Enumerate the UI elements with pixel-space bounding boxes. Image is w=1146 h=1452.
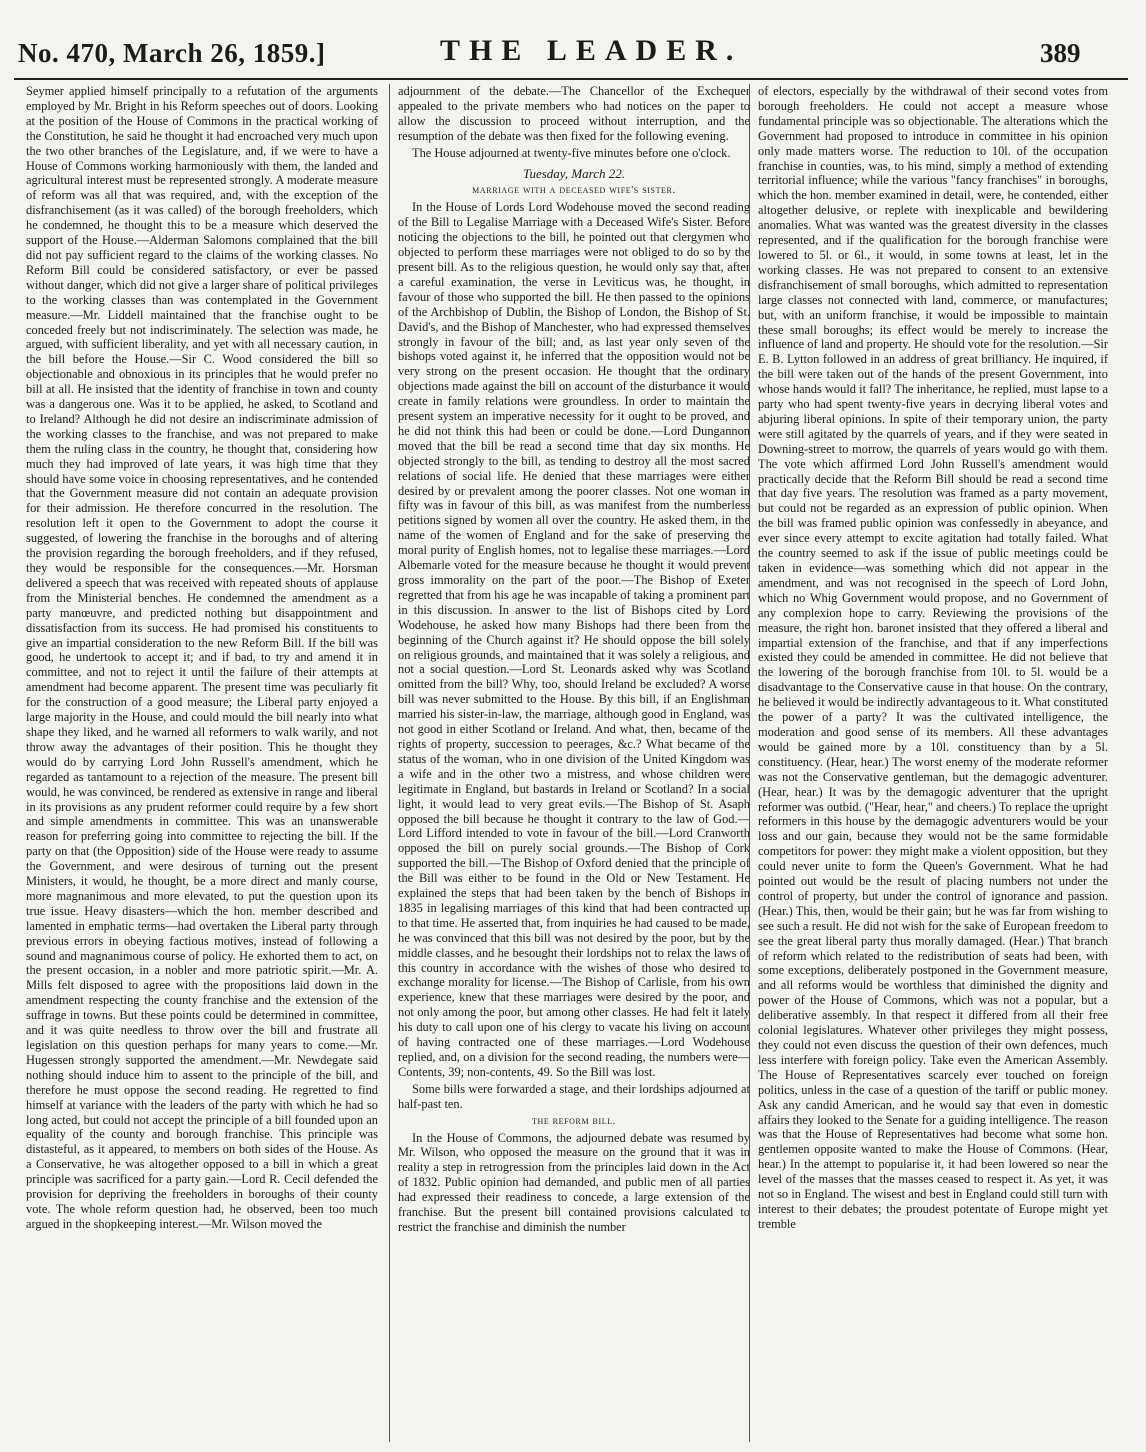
paragraph: In the House of Lords Lord Wodehouse moved the second reading of the Bill to Legalise Marriage with a Deceased Wife's Sister. Before noticing the objections to the bill, he pointed out that clergymen who objected to perform these marriages were not obliged to do so by the present bill. As to the religious question, he would only say that, after a careful examination, the verse in Leviticus was, he thought, in favour of those who supported the bill. He then passed to the opinions of the Archbishop of Dublin, the Bishop of London, the Bishop of St. David's, and the Bishop of Manchester, who had expressed themselves strongly in favour of the bill; and, as last year only seven of the bishops voted against it, he inferred that the opposition would not be very strong on the present occasion. He thought that the ordinary objections made against the bill on account of the disturbance it would create in family relations were groundless. In order to maintain the present system an imperative necessity for it ought to be proved, and he did not think this had been or could be done.—Lord Dungannon moved that the bill be read a second time that day six months. He objected strongly to the bill, as tending to destroy all the most sacred relations of social life. He denied that these marriages were either desired by or prevalent among the poorer classes. Not one woman in fifty was in favour of this bill, as was manifest from the numberless petitions signed by women all over the country. He asked them, in the name of the women of England and for the sake of preserving the moral purity of English homes, not to legalise these marriages.—Lord Albemarle voted for the measure because he thought it would prevent gross immorality on the part of the poor.—The Bishop of Exeter regretted that from his age he was incapable of taking a prominent part in this discussion. In answer to the list of Bishops cited by Lord Wodehouse, he asked how many Bishops had there been from the beginning of the Church against it? He should oppose the bill solely on religious grounds, and maintained that it was solely a religious, and not a social question.—Lord St. Leonards asked why was Scotland omitted from the bill? Why, too, should Ireland be excluded? A worse bill was never submitted to the House. By this bill, if an Englishman married his sister-in-law, the marriage, although good in England, was not good in either Scotland or Ireland. And what, then, became of the rights of property, succession to peerages, &c.? What became of the status of the woman, who in one division of the United Kingdom was a wife and in the other two a mistress, and whose children were legitimate in England, but bastards in Ireland or Scotland? In a social light, it would lead to very great evils.—The Bishop of St. Asaph opposed the bill because he thought it contrary to the law of God.—Lord Lifford intended to vote in favour of the bill.—Lord Cranworth opposed the bill on purely social grounds.—The Bishop of Cork supported the bill.—The Bishop of Oxford denied that the principle of the Bill was either to be found in the Old or New Testament. He explained the steps that had been taken by the bench of Bishops in 1835 in legalising marriages of this kind that had been contracted up to that time. He asserted that, from inquiries he had caused to be made, he was convinced that this bill was not desired by the poor, but by the middle classes, and he besought their lordships not to relax the laws of this country in accordance with the wishes of those who desired to exchange morality for license.—The Bishop of Carlisle, from his own experience, knew that these marriages were desired by the poor, and not only among the poor, but among other classes. He had felt it lately his duty to call upon one of his clergy to vacate his living on account of having contracted one of these marriages.—Lord Wodehouse replied, and, on a division for the second reading, the numbers were—Contents, 39; non-contents, 49. So the Bill was lost. xyxy=(398,200,750,1079)
paragraph: In the House of Commons, the adjourned debate was resumed by Mr. Wilson, who opposed the measure on the ground that it was in reality a step in retrogression from the principles laid down in the Act of 1832. Public opinion had demanded, and public men of all parties had expressed their readiness to concede, a large extension of the franchise. But the present bill contained provisions calculated to restrict the franchise and diminish the number xyxy=(398,1130,750,1234)
section-subhead: marriage with a deceased wife's sister. xyxy=(472,184,676,197)
paragraph: Some bills were forwarded a stage, and their lordships adjourned at half-past ten. xyxy=(398,1081,750,1111)
paragraph: adjournment of the debate.—The Chancellor of the Exchequer appealed to the private members who had notices on the paper to allow the discussion to proceed without interruption, and the resumption of the debate was then fixed for the following evening. xyxy=(398,84,750,143)
column-1 xyxy=(26,84,378,1442)
column-divider xyxy=(749,84,750,1442)
page-number: 389 xyxy=(1040,38,1081,68)
column-divider xyxy=(389,84,390,1442)
paragraph: of electors, especially by the withdrawal of their second votes from borough freeholders. He could not accept a measure whose fundamental principle was so objectionable. The alterations which the Government had proposed to introduce in committee in his opinion only made matters worse. The reduction to 10l. of the occupation franchise in counties, was, to his mind, simply a method of extending territorial influence; while the various "fancy franchises" in boroughs, which the hon. member examined in detail, were, he contended, either altogether delusive, or replete with inexplicable and bewildering anomalies. What was wanted was the greatest diversity in the classes represented, and if the qualification for the borough franchise were lowered to 5l. or 6l., it would, in some towns at least, let in the working classes. He was not prepared to consent to an extensive disfranchisement of small boroughs, which admitted to representation large classes not connected with land, commerce, or manufactures; but, with an uniform franchise, it would be impossible to maintain these small boroughs; its effect would be merely to increase the influence of land and property. He should vote for the resolution.—Sir E. B. Lytton followed in an address of great brilliancy. He inquired, if the bill were taken out of the hands of the present Government, into whose hands would it fall? The inheritance, he replied, must lapse to a party who had spent twenty-five years in decrying liberal votes and abjuring liberal opinions. In spite of their temporary union, the party were still agitated by the quarrels of years, and if they were seated in Downing-street to morrow, the quarrels of years would go with them. The vote which affirmed Lord John Russell's amendment would practically decide that the Reform Bill should be read a second time that day five years. The resolution was framed as a party movement, but could not be regarded as an expression of public opinion. When the bill was framed public opinion was confessedly in abeyance, and ever since every attempt to excite agitation had totally failed. What the country seemed to ask if the issue of public meetings could be taken in evidence—was something which did not appear in the amendment, and was not recognised in the speech of Lord John, which no Whig Government would propose, and no Government of any complexion hope to carry. Reviewing the provisions of the measure, the right hon. baronet insisted that they offered a liberal and impartial extension of the franchise, and that if any imperfections existed they could be amended in committee. He did not believe that the lowering of the borough franchise from 10l. to 5l. would be a disadvantage to the Conservative cause in that house. On the contrary, he believed it would be indirectly advantageous to it. What constituted the power of a party? It was the cultivated intelligence, the moderation and good sense of its members. All these advantages would be gained more by a 10l. constituency than by a 5l. constituency. (Hear, hear.) The worst enemy of the moderate reformer was not the Conservative gentleman, but the demagogic adventurer. (Hear, hear.) It was by the demagogic adventurer that the upright reformer was outbid. ("Hear, hear," and cheers.) To replace the upright reformers in this house by the demagogic adventurers would be your loss and our gain, because they would not be the same formidable competitors for power: they might make a violent opposition, but they could never unite to form the Queen's Government. What he had pointed out would be the result of placing numbers not under the control of property, but under the control of ignorance and passion. (Hear.) This, then, would be their gain; but he was far from wishing to see such a result. He did not wish for the sake of European freedom to see the great liberal party thus morally damaged. (Hear.) That branch of reform which related to the redistribution of seats had been, with some exceptions, deliberately postponed in the Government measure, and all reforms would be worthless that diminished the dignity and power of the House of Commons, which was not a popular, but a deliberative assembly. In that respect it differed from all their free colonial legislatures. Whatever other privileges they might possess, they could not even discuss the question of their own defences, much less interfere with foreign policy. Take even the American Assembly. The House of Representatives scarcely ever touched on foreign politics, unless in the case of a question of the tariff or public money. Ask any candid American, and he would say that even in domestic affairs they looked to the Senate for a guiding intelligence. The reason was that the House of Representatives had become what some hon. gentlemen opposite wanted to make the House of Commons. (Hear, hear.) In the attempt to popularise it, it had been lowered so near the level of the masses that the masses ceased to respect it. As yet, it was not so in England. The wisest and best in England could still turn with interest to their debates; the proudest potentate of Europe might yet tremble xyxy=(758,84,1108,1231)
section-date: Tuesday, March 22. xyxy=(522,165,626,181)
issue-date: No. 470, March 26, 1859.] xyxy=(18,38,326,68)
masthead-rule xyxy=(14,78,1128,80)
masthead xyxy=(0,0,1146,80)
paragraph: Seymer applied himself principally to a refutation of the arguments employed by Mr. Bright in his Reform speeches out of doors. Looking at the position of the House of Commons in the practical working of the Constitution, he said he thought it had encroached very much upon the two other branches of the Legislature, and, if we were to have a House of Commons working harmoniously with them, the landed and agricultural interest must be represented strongly. A moderate measure of reform was all that was required, and, with the exception of the disfranchisement (as it was called) of the borough freeholders, which he condemned, he thought this to be a measure which deserved the support of the House.—Alderman Salomons complained that the bill did not pay sufficient regard to the claims of the working classes. No Reform Bill could be considered satisfactory, or ever be passed without danger, which did not give a larger share of political privileges to the working classes than was contemplated in the Government measure.—Mr. Liddell maintained that the franchise ought to be conceded freely but not indiscriminately. The selection was made, he argued, with sufficient liberality, and yet with all necessary caution, in the bill before the House.—Sir C. Wood considered the bill so objectionable and obnoxious in its principles that he would prefer no bill at all. He insisted that the identity of franchise in town and county was a dangerous one. Was it to be applied, he asked, to Scotland and to Ireland? Although he did not desire an indiscriminate admission of the working classes to the franchise, and was not prepared to make them the ruling class in the country, he thought that, considering how much they had improved of late years, it was high time that they should have some voice in choosing representatives, and he contended that the Government measure did not contain an adequate provision for their admission. He therefore concurred in the resolution. The resolution left it open to the Government to adopt the course it suggested, of lowering the franchise in the boroughs and of altering the provision regarding the borough freeholders, and if they refused, they would be responsible for the consequences.—Mr. Horsman delivered a speech that was received with repeated shouts of applause from the Ministerial benches. He condemned the amendment as a party manœuvre, and predicted nothing but disappointment and dissatisfaction from its success. He had promised his constituents to give an impartial consideration to the new Reform Bill. If the bill was good, he undertook to accept it; and if bad, to try and amend it in committee, and not to reject it until the failure of their attempts at amendment had become apparent. The present time was peculiarly fit for the construction of a good measure; the Liberal party enjoyed a large majority in the House, and could mould the bill nearly into what shape they liked, and he warned all reformers to walk warily, and not throw away the advantages of their position. This he thought they would do by carrying Lord John Russell's amendment, which he regarded as tantamount to a rejection of the measure. The present bill would, he was convinced, be rendered as extensive in range and liberal in its provisions as any prudent reformer could require by a few short and simple amendments in committee. This was an unanswerable reason for preferring going into committee to rejecting the bill. If the party on that (the Opposition) side of the House were ready to assume the Government, and were desirous of turning out the present Ministers, it would, he thought, be a more direct and manly course, more magnanimous and more elevated, to put the question upon its true issue. Heavy disasters—which the hon. member described and lamented in emphatic terms—had overtaken the Liberal party through previous errors in obeying factious motives, instead of following a sound and magnanimous course of policy. He exhorted them to act, on the present occasion, in a nobler and more patriotic spirit.—Mr. A. Mills felt disposed to agree with the propositions laid down in the amendment respecting the county franchise and the extension of the suffrage in towns. But these points could be determined in committee, and it was quite needless to throw over the bill and frustrate all legislation on this question perhaps for many years to come.—Mr. Hugessen strongly supported the amendment.—Mr. Newdegate said nothing should induce him to assent to the principle of the bill, and therefore he must oppose the second reading. He regretted to find himself at variance with the leaders of the party with which he had so long acted, but could not accept the principle of a bill founded upon an equality of the county and borough franchise. This principle was distasteful, as it appeared, to members on both sides of the House. As a Conservative, he was altogether opposed to a bill in which a great principle was sacrificed for a party gain.—Lord R. Cecil defended the provision for depriving the freeholders in boroughs of their county vote. The whole reform question had, he observed, been too much argued in the shopkeeping interest.—Mr. Wilson moved the xyxy=(26,84,378,1231)
paragraph: The House adjourned at twenty-five minutes before one o'clock. xyxy=(412,145,731,160)
newspaper-title: THE LEADER. xyxy=(440,34,743,67)
column-3 xyxy=(758,84,1108,1442)
section-subhead: the reform bill. xyxy=(531,1114,617,1127)
column-2 xyxy=(398,84,750,1442)
